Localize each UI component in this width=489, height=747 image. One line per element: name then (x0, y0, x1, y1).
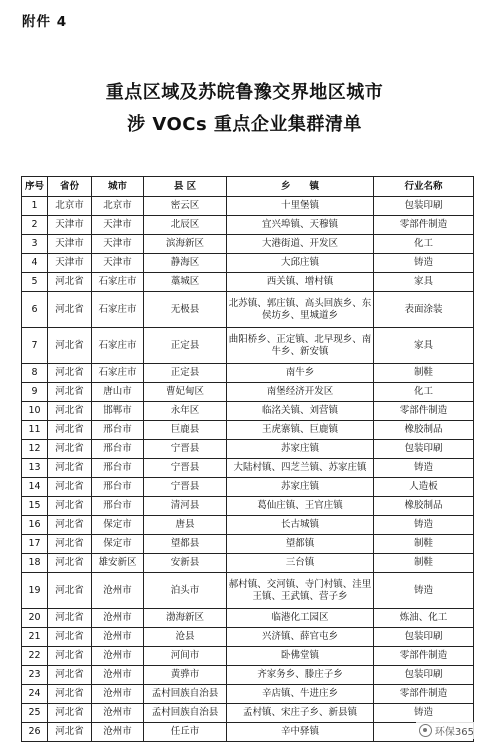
table-row (22, 647, 474, 666)
cell-index: 7 (22, 328, 48, 364)
cell-province: 河北省 (48, 328, 92, 364)
cell-town: 兴济镇、薛官屯乡 (227, 628, 374, 647)
cell-province: 天津市 (48, 254, 92, 273)
cell-city: 邯郸市 (92, 402, 144, 421)
cell-index: 1 (22, 197, 48, 216)
cell-town: 苏家庄镇 (227, 440, 374, 459)
header-town: 乡 镇 (227, 177, 374, 197)
table-row (22, 516, 474, 535)
cell-industry: 包装印刷 (374, 666, 474, 685)
cell-industry: 铸造 (374, 459, 474, 478)
cell-county: 黄骅市 (144, 666, 227, 685)
cell-county: 静海区 (144, 254, 227, 273)
cell-city: 保定市 (92, 516, 144, 535)
cell-index: 8 (22, 364, 48, 383)
cell-city: 雄安新区 (92, 554, 144, 573)
header-city: 城市 (92, 177, 144, 197)
watermark (416, 722, 477, 739)
cell-industry: 制鞋 (374, 364, 474, 383)
cell-province: 河北省 (48, 273, 92, 292)
cell-index: 19 (22, 573, 48, 609)
title-line-2: 涉 VOCs 重点企业集群清单 (127, 114, 362, 135)
cell-province: 河北省 (48, 459, 92, 478)
header-industry: 行业名称 (374, 177, 474, 197)
table-row (22, 685, 474, 704)
cell-county: 泊头市 (144, 573, 227, 609)
table-row (22, 254, 474, 273)
cell-index: 17 (22, 535, 48, 554)
cell-county: 曹妃甸区 (144, 383, 227, 402)
cell-industry: 零部件制造 (374, 402, 474, 421)
cell-city: 沧州市 (92, 573, 144, 609)
cell-city: 唐山市 (92, 383, 144, 402)
cell-index: 4 (22, 254, 48, 273)
header-county: 县 区 (144, 177, 227, 197)
cell-province: 河北省 (48, 478, 92, 497)
cell-province: 河北省 (48, 666, 92, 685)
cell-industry: 包装印刷 (374, 440, 474, 459)
cell-town: 北苏镇、郭庄镇、高头回族乡、东侯坊乡、里城道乡 (227, 292, 374, 328)
cell-province: 河北省 (48, 704, 92, 723)
cell-county: 安新县 (144, 554, 227, 573)
cell-province: 河北省 (48, 609, 92, 628)
cell-city: 邢台市 (92, 440, 144, 459)
cell-city: 天津市 (92, 235, 144, 254)
cell-town: 葛仙庄镇、王官庄镇 (227, 497, 374, 516)
table-header-row (22, 177, 474, 197)
cell-industry: 家具 (374, 273, 474, 292)
watermark-text: 环保365 (434, 727, 474, 738)
cell-town: 大陆村镇、四芝兰镇、苏家庄镇 (227, 459, 374, 478)
cell-index: 25 (22, 704, 48, 723)
cell-index: 15 (22, 497, 48, 516)
cell-industry: 炼油、化工 (374, 609, 474, 628)
table-row (22, 292, 474, 328)
cell-town: 大港街道、开发区 (227, 235, 374, 254)
cell-industry: 制鞋 (374, 554, 474, 573)
cell-index: 13 (22, 459, 48, 478)
cell-town: 宜兴埠镇、天穆镇 (227, 216, 374, 235)
cell-town: 卧佛堂镇 (227, 647, 374, 666)
cell-town: 齐家务乡、滕庄子乡 (227, 666, 374, 685)
cell-index: 12 (22, 440, 48, 459)
cell-city: 保定市 (92, 535, 144, 554)
cell-province: 河北省 (48, 292, 92, 328)
cell-province: 河北省 (48, 421, 92, 440)
cell-county: 藁城区 (144, 273, 227, 292)
cell-industry: 化工 (374, 383, 474, 402)
cell-index: 3 (22, 235, 48, 254)
cell-city: 石家庄市 (92, 292, 144, 328)
table-row (22, 235, 474, 254)
cell-county: 宁晋县 (144, 440, 227, 459)
cell-index: 23 (22, 666, 48, 685)
cell-province: 河北省 (48, 723, 92, 742)
cell-county: 无极县 (144, 292, 227, 328)
cell-county: 宁晋县 (144, 459, 227, 478)
cell-industry: 铸造 (374, 573, 474, 609)
cell-county: 密云区 (144, 197, 227, 216)
table-row (22, 383, 474, 402)
cell-city: 邢台市 (92, 497, 144, 516)
cell-city: 沧州市 (92, 628, 144, 647)
cell-city: 石家庄市 (92, 328, 144, 364)
cell-city: 天津市 (92, 216, 144, 235)
table-row (22, 666, 474, 685)
cell-town: 望都镇 (227, 535, 374, 554)
table-row (22, 478, 474, 497)
wechat-icon (419, 724, 432, 737)
cell-city: 邢台市 (92, 459, 144, 478)
cell-county: 滨海新区 (144, 235, 227, 254)
cell-industry: 包装印刷 (374, 628, 474, 647)
cell-county: 正定县 (144, 328, 227, 364)
cell-county: 唐县 (144, 516, 227, 535)
table-row (22, 440, 474, 459)
cell-industry: 橡胶制品 (374, 421, 474, 440)
table-row (22, 723, 474, 742)
cell-industry: 零部件制造 (374, 685, 474, 704)
cell-index: 24 (22, 685, 48, 704)
cell-industry: 橡胶制品 (374, 497, 474, 516)
cell-city: 沧州市 (92, 723, 144, 742)
cell-city: 沧州市 (92, 666, 144, 685)
cell-county: 宁晋县 (144, 478, 227, 497)
cell-province: 河北省 (48, 628, 92, 647)
cell-index: 22 (22, 647, 48, 666)
cell-province: 河北省 (48, 535, 92, 554)
cell-county: 望都县 (144, 535, 227, 554)
cell-county: 永年区 (144, 402, 227, 421)
cell-town: 十里堡镇 (227, 197, 374, 216)
cell-province: 河北省 (48, 516, 92, 535)
cell-county: 河间市 (144, 647, 227, 666)
cell-town: 南牛乡 (227, 364, 374, 383)
cell-city: 天津市 (92, 254, 144, 273)
cell-city: 石家庄市 (92, 364, 144, 383)
title-line-1: 重点区域及苏皖鲁豫交界地区城市 (105, 82, 384, 103)
cell-industry: 化工 (374, 235, 474, 254)
cell-county: 正定县 (144, 364, 227, 383)
cell-industry: 零部件制造 (374, 647, 474, 666)
cell-town: 南堡经济开发区 (227, 383, 374, 402)
cell-county: 北辰区 (144, 216, 227, 235)
header-index: 序号 (22, 177, 48, 197)
cell-province: 河北省 (48, 440, 92, 459)
cell-county: 巨鹿县 (144, 421, 227, 440)
cell-county: 任丘市 (144, 723, 227, 742)
attachment-label: 附件 4 (22, 14, 68, 30)
cell-province: 河北省 (48, 685, 92, 704)
cell-town: 大邱庄镇 (227, 254, 374, 273)
table-row (22, 459, 474, 478)
cell-city: 北京市 (92, 197, 144, 216)
table-row (22, 421, 474, 440)
cell-industry: 铸造 (374, 254, 474, 273)
cell-province: 河北省 (48, 402, 92, 421)
cell-index: 6 (22, 292, 48, 328)
cell-industry: 家具 (374, 328, 474, 364)
table-row (22, 402, 474, 421)
cell-town: 郝村镇、交河镇、寺门村镇、洼里王镇、王武镇、营子乡 (227, 573, 374, 609)
cell-industry: 表面涂装 (374, 292, 474, 328)
cell-province: 天津市 (48, 216, 92, 235)
cell-index: 18 (22, 554, 48, 573)
cell-county: 渤海新区 (144, 609, 227, 628)
cell-city: 石家庄市 (92, 273, 144, 292)
cell-town: 苏家庄镇 (227, 478, 374, 497)
cell-industry: 包装印刷 (374, 197, 474, 216)
cell-province: 河北省 (48, 573, 92, 609)
table-row (22, 535, 474, 554)
table-row (22, 497, 474, 516)
cell-industry: 铸造 (374, 516, 474, 535)
cell-city: 邢台市 (92, 421, 144, 440)
cell-town: 孟村镇、宋庄子乡、新县镇 (227, 704, 374, 723)
cell-town: 辛店镇、牛进庄乡 (227, 685, 374, 704)
table-row (22, 609, 474, 628)
cell-industry: 制鞋 (374, 535, 474, 554)
cell-industry: 铸造 (374, 704, 474, 723)
cell-index: 14 (22, 478, 48, 497)
cell-town: 王虎寨镇、巨鹿镇 (227, 421, 374, 440)
cell-index: 10 (22, 402, 48, 421)
table-row (22, 197, 474, 216)
cell-index: 11 (22, 421, 48, 440)
cell-city: 沧州市 (92, 685, 144, 704)
cell-province: 北京市 (48, 197, 92, 216)
table-row (22, 328, 474, 364)
cell-industry: 零部件制造 (374, 216, 474, 235)
cell-province: 河北省 (48, 497, 92, 516)
cell-index: 16 (22, 516, 48, 535)
cell-city: 沧州市 (92, 647, 144, 666)
cell-town: 西关镇、增村镇 (227, 273, 374, 292)
cell-province: 天津市 (48, 235, 92, 254)
cell-industry: 人造板 (374, 478, 474, 497)
table-row (22, 364, 474, 383)
cell-county: 清河县 (144, 497, 227, 516)
cell-index: 21 (22, 628, 48, 647)
cell-province: 河北省 (48, 364, 92, 383)
cell-county: 孟村回族自治县 (144, 704, 227, 723)
header-province: 省份 (48, 177, 92, 197)
cell-city: 沧州市 (92, 609, 144, 628)
cell-city: 沧州市 (92, 704, 144, 723)
cell-province: 河北省 (48, 554, 92, 573)
table-row (22, 554, 474, 573)
table-row (22, 573, 474, 609)
cell-town: 临洺关镇、刘营镇 (227, 402, 374, 421)
cell-index: 2 (22, 216, 48, 235)
table-row (22, 273, 474, 292)
cell-county: 沧县 (144, 628, 227, 647)
cell-index: 5 (22, 273, 48, 292)
cell-town: 临港化工园区 (227, 609, 374, 628)
cell-city: 邢台市 (92, 478, 144, 497)
cell-province: 河北省 (48, 383, 92, 402)
cell-index: 9 (22, 383, 48, 402)
cell-town: 长古城镇 (227, 516, 374, 535)
cell-county: 孟村回族自治县 (144, 685, 227, 704)
cell-town: 辛中驿镇 (227, 723, 374, 742)
cell-province: 河北省 (48, 647, 92, 666)
table-row (22, 628, 474, 647)
enterprise-cluster-table (21, 176, 474, 742)
cell-town: 曲阳桥乡、正定镇、北早现乡、南牛乡、新安镇 (227, 328, 374, 364)
cell-town: 三台镇 (227, 554, 374, 573)
cell-index: 26 (22, 723, 48, 742)
table-row (22, 704, 474, 723)
cell-index: 20 (22, 609, 48, 628)
table-row (22, 216, 474, 235)
